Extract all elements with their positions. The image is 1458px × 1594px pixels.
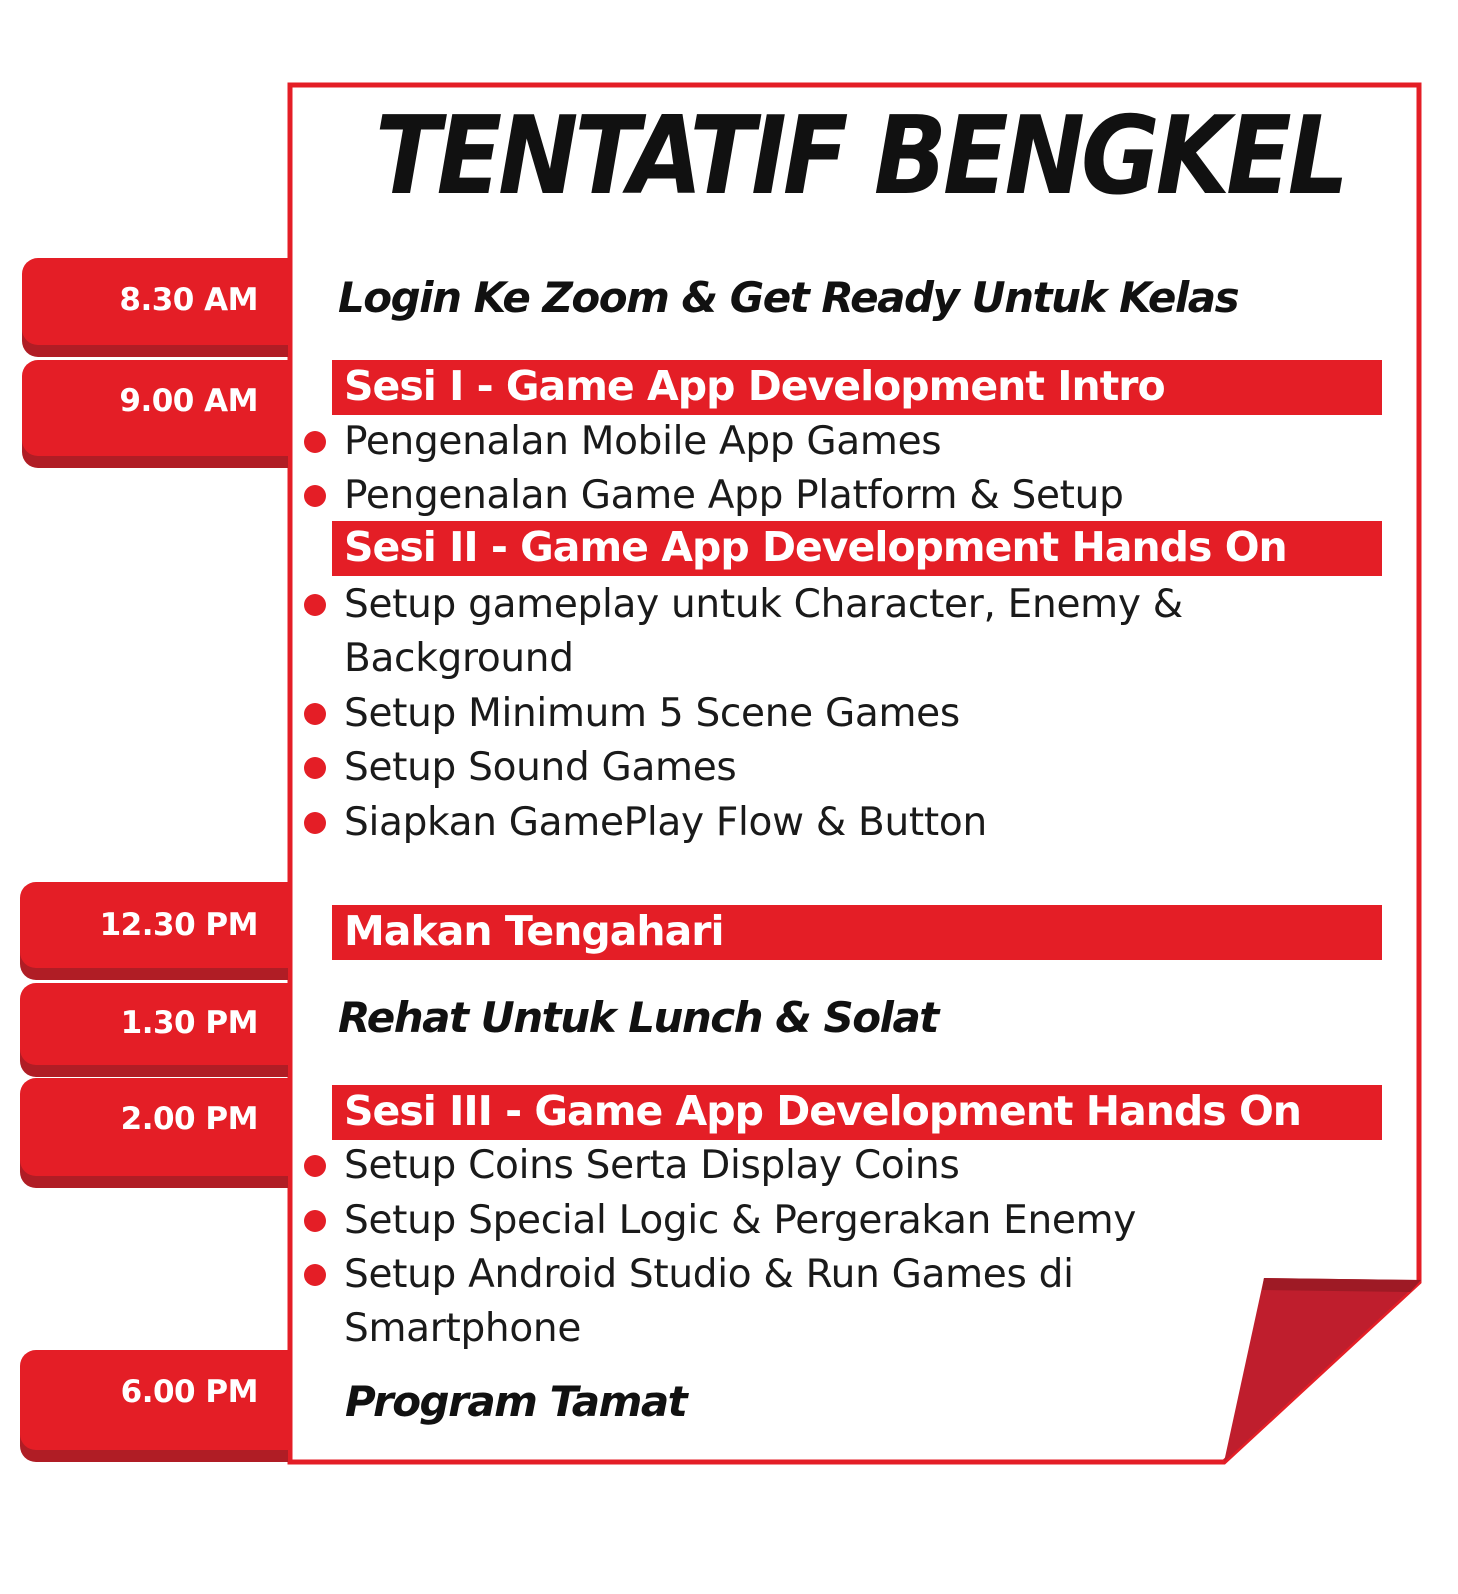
item-text: Pengenalan Mobile App Games <box>344 419 942 464</box>
bullet-icon <box>304 812 326 834</box>
time-label: 2.00 PM <box>120 1101 258 1137</box>
item-text: Setup Special Logic & Pergerakan Enemy <box>344 1198 1137 1243</box>
list-item <box>304 1194 1204 1248</box>
bullet-icon <box>304 1155 326 1177</box>
bullet-icon <box>304 757 326 779</box>
item-text: Setup gameplay untuk Character, Enemy & Background <box>344 582 1183 681</box>
bullet-icon <box>304 1210 326 1232</box>
item-text: Setup Coins Serta Display Coins <box>344 1143 960 1188</box>
session-title: Sesi II - Game App Development Hands On <box>344 523 1287 571</box>
list-item <box>304 1248 1204 1356</box>
session-header <box>332 1085 1382 1140</box>
time-tab <box>20 882 288 980</box>
item-text: Pengenalan Game App Platform & Setup <box>344 473 1124 518</box>
time-label: 9.00 AM <box>119 383 258 419</box>
list-item <box>304 741 1204 795</box>
time-tab <box>20 1078 288 1188</box>
bullet-icon <box>304 1264 326 1286</box>
login-text: Login Ke Zoom & Get Ready Untuk Kelas <box>338 273 1239 322</box>
time-tab <box>20 1350 288 1460</box>
time-label: 6.00 PM <box>120 1374 258 1410</box>
item-text: Setup Sound Games <box>344 745 737 790</box>
bullet-icon <box>304 431 326 453</box>
folded-corner-shade <box>1262 1278 1421 1292</box>
time-tab <box>22 360 288 468</box>
rehat-text: Rehat Untuk Lunch & Solat <box>338 993 938 1042</box>
time-label: 1.30 PM <box>120 1005 258 1041</box>
end-text: Program Tamat <box>345 1377 687 1426</box>
session-header <box>332 521 1382 576</box>
item-text: Setup Android Studio & Run Games di Smartphone <box>344 1252 1074 1351</box>
bullet-icon <box>304 594 326 616</box>
lunch-header <box>332 905 1382 960</box>
time-tab <box>20 983 288 1075</box>
time-label: 12.30 PM <box>99 907 258 943</box>
lunch-title: Makan Tengahari <box>344 907 724 955</box>
list-item <box>304 415 1204 469</box>
time-label: 8.30 AM <box>119 282 258 318</box>
page-title: TENTATIF BENGKEL <box>375 93 1345 219</box>
list-item <box>304 469 1204 523</box>
list-item <box>304 1139 1204 1193</box>
session-header <box>332 360 1382 415</box>
bullet-icon <box>304 485 326 507</box>
bullet-icon <box>304 703 326 725</box>
session-title: Sesi I - Game App Development Intro <box>344 362 1165 410</box>
time-tab <box>22 258 288 355</box>
item-text: Siapkan GamePlay Flow & Button <box>344 800 987 845</box>
list-item <box>304 687 1204 741</box>
list-item <box>304 578 1204 686</box>
list-item <box>304 796 1204 850</box>
session-title: Sesi III - Game App Development Hands On <box>344 1087 1301 1135</box>
item-text: Setup Minimum 5 Scene Games <box>344 691 960 736</box>
